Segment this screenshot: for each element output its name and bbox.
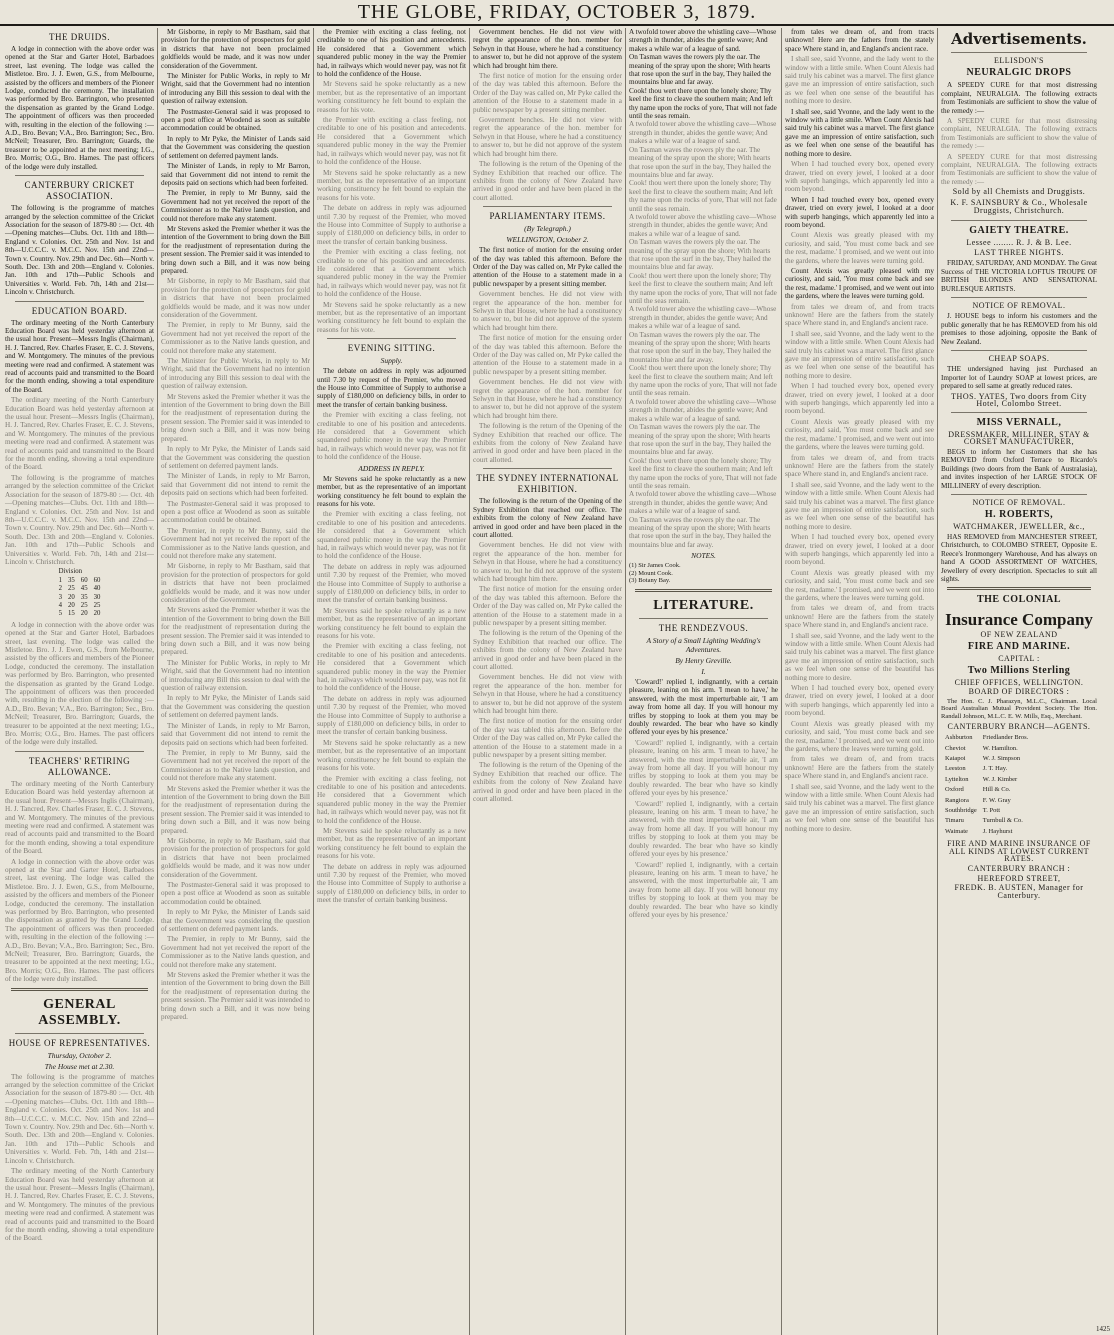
education-article: The ordinary meeting of the North Canterbury Education Board was held yesterday afternoon at the usual hour. Present—Messrs Inglis (Chairman), H. J. Tancred, Rev. Charles Fraser, E. C. J. Stevens, and W. Montgomery. The minutes of the previous meeting were read and confirmed. A statement was read of accounts paid and transmitted to the Board for the month ending, showing a total expenditure of the Board.: [5, 318, 154, 394]
divider: [327, 338, 456, 339]
divider: [15, 175, 144, 176]
vernall-trade: DRESSMAKER, MILLINER, STAY & CORSET MANUFACTURER,: [948, 429, 1090, 447]
divider: [951, 350, 1087, 351]
table-row: [56, 585, 104, 593]
poem-stanza: Cook! thou wert there upon the lonely shore; Thy keel the first to cleave the southern main; And left thy name upon the rocks of yore, That will not fade until the seas remain.: [629, 456, 777, 490]
education-article-continued: A lodge in connection with the above order was opened at the Star and Garter Hotel, Barbadoes street, last evening. The lodge was called the Mistletoe. Bro. J. J. Ewen, G.S., from Melbourne, assisted by the officers and members of the Pioneer Lodge, conducted the ceremony. The installation was performed by Bro. Barrington, who presented the dispensation as granted by the Grand Lodge. The appointment of officers was then proceeded with, resulting in the election of the following :—A.D., Bro. Bevan; V.A., Bro. Barrington; Sec., Bro. McNeil; Treasurer, Bro. Barrington; Guards, the treasurer to be appointed at the next meeting; I.G., Bro. Morris; O.G., Bro. Hames. The past officers of the lodge were duly installed.: [5, 620, 154, 747]
question-item: Mr Stevens asked the Premier whether it was the intention of the Government to bring down the Bill for the readjustment of representation during the present session. The Premier said it was intended to bring down such a Bill, and it was now being prepared.: [161, 606, 310, 657]
table-cell: 60: [80, 576, 88, 584]
agent-town: Cheviot: [945, 744, 966, 752]
question-item: Mr Stevens asked the Premier whether it was the intention of the Government to bring down the Bill for the readjustment of representation during the present session. The Premier said it was intended to bring down such a Bill, and it was now being prepared.: [161, 224, 310, 275]
house-article: The ordinary meeting of the North Canterbury Education Board was held yesterday afternoon at the usual hour. Present—Messrs Inglis (Chairman), H. J. Tancred, Rev. Charles Fraser, E. C. J. Stevens, and W. Montgomery. The minutes of the previous meeting were read and confirmed. A statement was read of accounts paid and transmitted to the Board for the month ending, showing a total expenditure of the Board.: [5, 1167, 154, 1243]
education-heading: EDUCATION BOARD.: [31, 305, 128, 316]
story-author: By Henry Greville.: [675, 655, 732, 665]
exhibition-text: Government benches. He did not view with regret the appearance of the hon. member for Selwyn in that House, where he had a constituency to answer to, but he did not approve of the system which had brought him there.: [473, 541, 622, 583]
debate-text: The debate on address in reply was adjourned until 7.30 by request of the Premier, who moved the House into Committee of Supply to authorise a supply of £180,000 on deficiency bills, in order to meet the transfer of certain banking business.: [317, 204, 466, 246]
poem-stanza: A twofold tower above the whistling cave—Whose strength in thunder, abides the gentle wave; And makes a while war of a league of sand.: [629, 212, 777, 238]
chief-office: CHIEF OFFICES, WELLINGTON.: [954, 677, 1084, 687]
poem-stanza: A twofold tower above the whistling cave—Whose strength in thunder, abides the gentle wave; And makes a while war of a league of sand.: [629, 490, 777, 516]
question-item: The Minister for Public Works, in reply to Mr Wright, said that the Government had no intention of introducing any Bill this session to deal with the question of railway extension.: [161, 72, 310, 106]
drops-name: NEURALGIC DROPS: [966, 67, 1072, 79]
divider: [951, 297, 1087, 298]
agent-row: [943, 755, 1030, 763]
story-part: I.: [701, 666, 706, 676]
drops-agent: K. F. SAINSBURY & Co., Wholesale Druggists, Christchurch.: [950, 197, 1088, 216]
question-item: In reply to Mr Pyke, the Minister of Lands said that the Government was considering the question of settlement on deferred payment lands.: [161, 908, 310, 934]
roberts-name: H. ROBERTS,: [984, 509, 1054, 521]
address-text: The debate on address in reply was adjourned until 7.30 by request of the Premier, who moved the House into Committee of Supply to authorise a supply of £180,000 on deficiency bills, in order to meet the transfer of certain banking business.: [317, 694, 466, 737]
poem-stanza: On Tasman waves the rowers ply the oar. The meaning of the spray upon the shore; With hearts that rose upon the surf in the bay, They hailed the mountains blue and far away.: [629, 330, 772, 364]
table-cell: 20: [93, 610, 101, 618]
agent-name: T. Pott: [982, 807, 1000, 815]
agent-name: W. Hamilton.: [982, 744, 1018, 752]
teachers-article: A lodge in connection with the above order was opened at the Star and Garter Hotel, Barbadoes street, last evening. The lodge was called the Mistletoe. Bro. J. J. Ewen, G.S., from Melbourne, assisted by the officers and members of the Pioneer Lodge, conducted the ceremony. The installation was performed by Bro. Barrington, who presented the dispensation as granted by the Grand Lodge. The appointment of officers was then proceeded with, resulting in the election of the following :—A.D., Bro. Bevan; V.A., Bro. Barrington; Sec., Bro. McNeil; Treasurer, Bro. Barrington; Guards, the treasurer to be appointed at the next meeting; I.G., Bro. Morris; O.G., Bro. Hames. The past officers of the lodge were duly installed.: [5, 857, 154, 984]
debate-text: Mr Stevens said he spoke reluctantly as a new member, but as the representative of an important working constituency he felt bound to explain the reasons for his vote.: [317, 80, 466, 114]
question-item: The Premier, in reply to Mr Bunny, said the Government had not yet received the report of the Commissioner as to the Native lands question, and could not therefore make any statement.: [161, 935, 310, 969]
question-item: Mr Gisborne, in reply to Mr Bastham, said that provision for the protection of prospectors for gold in districts that have not been proclaimed goldfields would be made, and it was now under consideration of the Government.: [161, 562, 310, 604]
question-item: The Minister for Public Works, in reply to Mr Wright, said that the Government had no intention of introducing any Bill this session to deal with the question of railway extension.: [161, 357, 310, 391]
story-title: THE RENDEZVOUS.: [658, 622, 749, 633]
capital-label: CAPITAL :: [998, 654, 1040, 664]
gaiety-title: GAIETY THEATRE.: [969, 224, 1069, 236]
note-item: (1) Sir James Cook.: [629, 562, 681, 570]
poem: [629, 28, 778, 549]
divider: [639, 618, 768, 619]
story-text: I shall see, said Yvonne, and the lady went to the window with a little smile. When Count Alexis had said truly his cabinet was a marvel. The first glance gave me an impression of entire satisfaction, such as we feel when one sense of the beautiful has nothing more to desire.: [785, 480, 934, 531]
question-item: In reply to Mr Pyke, the Minister of Lands said that the Government was considering the question of settlement on deferred payment lands.: [161, 694, 310, 720]
cheap-soaps-signature: THOS. YATES, Two doors from City Hotel, Colombo Street.: [951, 391, 1087, 409]
debate-text: Government benches. He did not view with regret the appearance of the hon. member for Selwyn in that House, where he had a constituency to answer to, but he did not approve of the system which had brought him there.: [473, 28, 622, 70]
exhibition-text: The following is the return of the Opening of the Sydney Exhibition that reached our office. The exhibits from the colony of New Zealand have arrived in good order and have been placed in the court allotted.: [473, 761, 622, 804]
column-advertisements: [938, 28, 1100, 1335]
literature-heading: LITERATURE.: [653, 597, 754, 613]
divider: [483, 468, 612, 469]
gaiety-nights: LAST THREE NIGHTS.: [974, 247, 1064, 257]
poem-stanza: On Tasman waves the rowers ply the oar. The meaning of the spray upon the shore; With hearts that rose upon the surf in the bay, They hailed the mountains blue and far away.: [629, 423, 772, 457]
parliamentary-text: Government benches. He did not view with regret the appearance of the hon. member for Selwyn in that House, where he had a constituency to answer to, but he did not approve of the system which had brought him there.: [473, 378, 622, 420]
story-text: 'Coward!' replied I, indignantly, with a certain pleasure, leaning on his arm. 'I mean to have,' he answered, with the most imperturbable air, 'I am away from home all day. If you will honour my trifles by stopping to look at them you may be doubly rewarded. The bear who have so kindly offered your eyes by his presence.': [629, 799, 778, 859]
removal-heading: NOTICE OF REMOVAL.: [972, 300, 1066, 310]
question-item: The Premier, in reply to Mr Bunny, said the Government had not yet received the report of the Commissioner as to the Native lands question, and could not therefore make any statement.: [161, 748, 310, 783]
debate-text: The first notice of motion for the ensuing order of the day was tabled this afternoon. Before the Order of the Day was called on, Mr Pyke called the attention of the House to a statement made in a public newspaper by a present sitting member.: [473, 72, 622, 114]
agent-town: Oxford: [945, 786, 964, 794]
note-item: (2) Mount Cook.: [629, 569, 673, 577]
notes-list: [629, 562, 778, 585]
agent-town: Timaru: [945, 817, 964, 825]
divisions-label: Division: [58, 568, 83, 576]
teachers-heading: TEACHERS' RETIRING ALLOWANCE.: [28, 755, 131, 777]
agent-town: Kaiapoi: [945, 755, 966, 762]
agent-row: [943, 807, 1030, 815]
footer-number: 1425: [1096, 1325, 1110, 1333]
question-item: The Postmaster-General said it was proposed to open a post office at Woodend as soon as suitable accommodation could be obtained.: [161, 107, 310, 133]
question-item: Mr Stevens asked the Premier whether it was the intention of the Government to bring down the Bill for the readjustment of representation during the present session. The Premier said it was intended to bring down such a Bill, and it was now being prepared.: [161, 392, 310, 443]
debate-text: The following is the return of the Opening of the Sydney Exhibition that reached our office. The exhibits from the colony of New Zealand have arrived in good order and have been placed in the court allotted.: [473, 160, 622, 202]
table-cell: 25: [93, 601, 101, 609]
debate-text: the Premier with exciting a class feeling, not creditable to one of his position and antecedents. He considered that a Government which squandered public money in the way the Premier had, in railways which would never pay, was not fit to hold the confidence of the House.: [317, 116, 466, 167]
agent-town: Lyttelton: [945, 775, 969, 783]
poem-stanza: On Tasman waves the rowers ply the oar. The meaning of the spray upon the shore; With hearts that rose upon the surf in the bay, They hailed the mountains blue and far away.: [629, 145, 772, 179]
story-text: When I had touched every box, opened every drawer, tried on every jewel, I looked at a door with superb hangings, which apparently led into a room beyond.: [785, 533, 934, 567]
drops-maker: ELLISDON'S: [994, 56, 1044, 65]
story-text: Count Alexis was greatly pleased with my curiosity, and said, 'You must come back and see the rest, madame.' I promised, and we went out into the gardens, where the leaves were turning gold.: [785, 231, 934, 265]
agent-row: [943, 745, 1030, 753]
column-5: [626, 28, 782, 1335]
table-cell: 2: [58, 585, 62, 593]
divider: [951, 220, 1087, 221]
story-text: from tales we dream of, and from tracts unknown! Here are the fathers from the stately space Where stand in, and England's ancient race.: [785, 453, 934, 479]
agent-name: Turnbull & Co.: [982, 817, 1023, 825]
teachers-article: The ordinary meeting of the North Canterbury Education Board was held yesterday afternoon at the usual hour. Present—Messrs Inglis (Chairman), H. J. Tancred, Rev. Charles Fraser, E. C. J. Stevens, and W. Montgomery. The minutes of the previous meeting were read and confirmed. A statement was read of accounts paid and transmitted to the Board for the month ending, showing a total expenditure of the Board.: [5, 779, 154, 856]
poem-stanza: On Tasman waves the rowers ply the oar. The meaning of the spray upon the shore; With hearts that rose upon the surf in the bay, They hailed the mountains blue and far away.: [629, 515, 772, 549]
house-heading: HOUSE OF REPRESENTATIVES.: [8, 1037, 151, 1048]
parliamentary-dateline: WELLINGTON, October 2.: [506, 235, 589, 245]
drops-sold: Sold by all Chemists and Druggists.: [952, 187, 1086, 197]
table-cell: 25: [68, 585, 75, 593]
table-row: [56, 602, 104, 610]
evening-subheading: Supply.: [380, 356, 403, 366]
cheap-soaps-text: THE undersigned having just Purchased an Importer lot of Laundry SOAP at lowest prices, are prepared to sell same at greatly reduced rates.: [941, 365, 1097, 391]
table-cell: 45: [80, 585, 88, 593]
address-text: the Premier with exciting a class feeling, not creditable to one of his position and antecedents. He considered that a Government which squandered public money in the way the Premier had, in railways which would never pay, was not fit to hold the confidence of the House.: [317, 642, 466, 693]
story-text: from tales we dream of, and from tracts unknown! Here are the fathers from the stately space Where stand in, and England's ancient race.: [785, 302, 934, 328]
roberts-removal-heading: NOTICE OF REMOVAL.: [972, 498, 1066, 507]
directors-text: The Hon. C. J. Pharazyn, M.L.C., Chairman. Local Board Australian Mutual Provident Society. The Hon. Randall Johnson, M.L.C. E. W. Mills, Esq., Merchant.: [941, 697, 1097, 720]
parliamentary-text: Government benches. He did not view with regret the appearance of the hon. member for Selwyn in that House, where he had a constituency to answer to, but he did not approve of the system which had brought him there.: [473, 290, 622, 332]
note-item: (3) Botany Bay.: [629, 577, 671, 585]
divider: [951, 412, 1087, 413]
question-item: The Minister of Lands, in reply to Mr Barron, said that Government did not intend to remit the deposits paid on sections which had been forfeited.: [161, 721, 310, 747]
roberts-trade: WATCHMAKER, JEWELLER, &c.,: [953, 522, 1085, 532]
table-cell: 20: [68, 601, 75, 609]
education-article-continued: The following is the programme of matches arranged by the selection committee of the Cricket Association for the season of 1879-80 :— Oct. 4th—Opening matches—Clubs. Oct. 11th and 18th—England v. Colonies. Oct. 25th and Nov. 1st and 8th—U.C.C.C. v. M.C.C. Nov. 15th and 22nd—Town v. Country. Nov. 29th and Dec. 6th—North v. South. Dec. 13th and 20th—England v. Colonies. Jan. 10th and 17th—Public Schools and Universities v. World. Feb. 7th, 14th and 21st—Lincoln v. Christchurch.: [5, 473, 154, 566]
exhibition-text: The first notice of motion for the ensuing order of the day was tabled this afternoon. Before the Order of the Day was called on, Mr Pyke called the attention of the House to a statement made in a public newspaper by a present sitting member.: [473, 717, 622, 760]
supply-text: the Premier with exciting a class feeling, not creditable to one of his position and antecedents. He considered that a Government which squandered public money in the way the Premier had, in railways which would never pay, was not fit to hold the confidence of the House.: [317, 411, 466, 462]
parliamentary-byline: (By Telegraph.): [524, 224, 571, 234]
evening-heading: EVENING SITTING.: [347, 343, 436, 354]
story-text: Count Alexis was greatly pleased with my curiosity, and said, 'You must come back and see the rest, madame.' I promised, and we went out into the gardens, where the leaves were turning gold.: [785, 417, 934, 452]
question-item: Mr Stevens asked the Premier whether it was the intention of the Government to bring down the Bill for the readjustment of representation during the present session. The Premier said it was intended to bring down such a Bill, and it was now being prepared.: [161, 784, 310, 835]
column-6: [782, 28, 938, 1335]
agent-name: J. T. Hay.: [982, 765, 1008, 773]
table-cell: 40: [93, 585, 101, 593]
question-item: The Minister for Public Works, in reply to Mr Wright, said that the Government had no intention of introducing any Bill this session to deal with the question of railway extension.: [161, 658, 310, 693]
question-item: Mr Gisborne, in reply to Mr Bastham, said that provision for the protection of prospectors for gold in districts that have not been proclaimed goldfields would be made, and it was now under consideration of the Government.: [161, 277, 310, 319]
question-item: Mr Stevens asked the Premier whether it was the intention of the Government to bring down the Bill for the readjustment of representation during the present session. The Premier said it was intended to bring down such a Bill, and it was now being prepared.: [161, 971, 310, 1022]
question-item: The Premier, in reply to Mr Bunny, said the Government had not yet received the report of the Commissioner as to the Native lands question, and could not therefore make any statement.: [161, 189, 310, 223]
double-divider: [11, 988, 148, 991]
agent-name: W. J. Kimber: [982, 775, 1018, 783]
directors-heading: BOARD OF DIRECTORS :: [968, 687, 1070, 697]
capital-value: Two Millions Sterling: [967, 664, 1071, 676]
table-cell: 35: [68, 576, 75, 584]
fire-text: FIRE AND MARINE INSURANCE OF ALL KINDS AT LOWEST CURRENT RATES.: [947, 839, 1091, 864]
column-2: [158, 28, 314, 1335]
agent-town: Waimate: [945, 827, 968, 835]
address-text: The debate on address in reply was adjourned until 7.30 by request of the Premier, who moved the House into Committee of Supply to authorise a supply of £180,000 on deficiency bills, in order to meet the transfer of certain banking business.: [317, 562, 466, 605]
assembly-heading: GENERAL ASSEMBLY.: [38, 996, 121, 1028]
poem-stanza: Cook! thou wert there upon the lonely shore; Thy keel the first to cleave the southern main; And left thy name upon the rocks of yore, That will not fade until the seas remain.: [629, 179, 777, 213]
table-row: [56, 568, 104, 576]
table-cell: 25: [80, 601, 88, 609]
story-subtitle: A Story of a Small Lighting Wedding's Adventures.: [646, 635, 761, 654]
double-divider: [635, 589, 772, 592]
poem-stanza: A twofold tower above the whistling cave—Whose strength in thunder, abides the gentle wave; And makes a while war of a league of sand.: [629, 305, 777, 331]
poem-stanza: Cook! thou wert there upon the lonely shore; Thy keel the first to cleave the southern main; And left thy name upon the rocks of yore, That will not fade until the seas remain.: [629, 86, 777, 121]
agent-name: Hill & Co.: [982, 786, 1011, 794]
column-4: [470, 28, 626, 1335]
question-item: The Minister of Lands, in reply to Mr Barron, said that Government did not intend to remit the deposits paid on sections which had been forfeited.: [161, 162, 310, 187]
divider: [951, 52, 1087, 53]
poem-stanza: A twofold tower above the whistling cave—Whose strength in thunder, abides the gentle wave; And makes a while war of a league of sand.: [629, 397, 777, 423]
question-item: The Postmaster-General said it was proposed to open a post office at Woodend as soon as suitable accommodation could be obtained.: [161, 881, 310, 906]
table-cell: 3: [58, 593, 62, 601]
drops-text: A SPEEDY CURE for that most distressing complaint, NEURALGIA. The following extracts from Testimonials are sufficient to show the value of the remedy :—: [941, 152, 1097, 186]
question-item: The Postmaster-General said it was proposed to open a post office at Woodend as soon as suitable accommodation could be obtained.: [161, 499, 310, 525]
story-text: Count Alexis was greatly pleased with my curiosity, and said, 'You must come back and see the rest, madame.' I promised, and we went out into the gardens, where the leaves were turning gold.: [785, 568, 934, 602]
agent-row: [943, 734, 1030, 742]
masthead: THE GLOBE, FRIDAY, OCTOBER 3, 1879.: [0, 0, 1114, 26]
exhibition-text: The following is the return of the Opening of the Sydney Exhibition that reached our office. The exhibits from the colony of New Zealand have arrived in good order and have been placed in the court allotted.: [473, 497, 622, 539]
poem-stanza: A twofold tower above the whistling cave—Whose strength in thunder, abides the gentle wave; And makes a while war of a league of sand.: [629, 120, 777, 146]
divisions-table: [56, 568, 104, 618]
parliamentary-text: The following is the return of the Opening of the Sydney Exhibition that reached our office. The exhibits from the colony of New Zealand have arrived in good order and have been placed in the court allotted.: [473, 422, 622, 464]
double-divider: [947, 587, 1091, 590]
table-cell: 4: [58, 601, 62, 609]
address-text: The debate on address in reply was adjourned until 7.30 by request of the Premier, who moved the House into Committee of Supply to authorise a supply of £180,000 on deficiency bills, in order to meet the transfer of certain banking business.: [317, 862, 466, 905]
colonial-name: Insurance Company: [945, 610, 1093, 630]
table-row: [56, 610, 104, 618]
table-cell: 30: [93, 593, 101, 601]
parliamentary-heading: PARLIAMENTARY ITEMS.: [489, 211, 606, 222]
story-text: from tales we dream of, and from tracts unknown! Here are the fathers from the stately space Where stand in, and England's ancient race.: [785, 604, 934, 630]
house-met: The House met at 2.30.: [44, 1061, 115, 1071]
question-item: Mr Gisborne, in reply to Mr Bastham, said that provision for the protection of prospectors for gold in districts that have not been proclaimed goldfields would be made, and it was now under consideration of the Government.: [161, 836, 310, 879]
poem-stanza: Cook! thou wert there upon the lonely shore; Thy keel the first to cleave the southern main; And left thy name upon the rocks of yore, That will not fade until the seas remain.: [629, 364, 777, 398]
druids-heading: THE DRUIDS.: [49, 32, 110, 42]
story-text: I shall see, said Yvonne, and the lady went to the window with a little smile. When Count Alexis had said truly his cabinet was a marvel. The first glance gave me an impression of entire satisfaction, such as we feel when one sense of the beautiful has nothing more to desire.: [785, 107, 934, 158]
agent-row: [943, 765, 1030, 773]
poem-stanza: On Tasman waves the rowers ply the oar. The meaning of the spray upon the shore; With hearts that rose upon the surf in the bay, They hailed the mountains blue and far away.: [629, 238, 772, 272]
exhibition-text: Government benches. He did not view with regret the appearance of the hon. member for Selwyn in that House, where he had a constituency to answer to, but he did not approve of the system which had brought him there.: [473, 673, 622, 716]
debate-text: Mr Stevens said he spoke reluctantly as a new member, but as the representative of an important working constituency he felt bound to explain the reasons for his vote.: [317, 168, 466, 202]
notes-heading: NOTES.: [691, 551, 716, 561]
exhibition-text: The following is the return of the Opening of the Sydney Exhibition that reached our office. The exhibits from the colony of New Zealand have arrived in good order and have been placed in the court allotted.: [473, 629, 622, 671]
advertisements-heading: Advertisements.: [951, 30, 1087, 48]
branch-heading: CANTERBURY BRANCH :: [967, 864, 1071, 874]
agent-row: [943, 797, 1030, 805]
agents-table: [941, 732, 1032, 838]
divider: [15, 751, 144, 752]
question-item: In reply to Mr Pyke, the Minister of Lands said that the Government was considering the question of settlement on deferred payment lands.: [161, 134, 310, 160]
colonial-type: FIRE AND MARINE.: [967, 641, 1071, 653]
gaiety-text: FRIDAY, SATURDAY, AND MONDAY. The Great Success of THE VICTORIA LOFTUS TROUPE OF BRITISH BLONDES AND SENSATIONAL BURLESQUE ARTISTS.: [941, 259, 1097, 293]
address-text: the Premier with exciting a class feeling, not creditable to one of his position and antecedents. He considered that a Government which squandered public money in the way the Premier had, in railways which would never pay, was not fit to hold the confidence of the House.: [317, 510, 466, 561]
address-text: Mr Stevens said he spoke reluctantly as a new member, but as the representative of an important working constituency he felt bound to explain the reasons for his vote.: [317, 474, 466, 508]
exhibition-heading: THE SYDNEY INTERNATIONAL EXHIBITION.: [476, 473, 619, 495]
divider: [951, 494, 1087, 495]
supply-text: The debate on address in reply was adjourned until 7.30 by request of the Premier, who moved the House into Committee of Supply to authorise a supply of £180,000 on deficiency bills, in order to meet the transfer of certain banking business.: [317, 367, 466, 409]
story-text: from tales we dream of, and from tracts unknown! Here are the fathers from the stately space Where stand in, and England's ancient race.: [785, 28, 934, 53]
story-text: 'Coward!' replied I, indignantly, with a certain pleasure, leaning on his arm. 'I mean to have,' he answered, with the most imperturbable air, 'I am away from home all day. If you will honour my trifles by stopping to look at them you may be doubly rewarded. The bear who have so kindly offered your eyes by his presence.': [629, 677, 778, 737]
gaiety-lessee: Lessee ........ R. J. & B. Lee.: [966, 237, 1072, 247]
table-row: [56, 594, 104, 602]
druids-article: A lodge in connection with the above order was opened at the Star and Garter Hotel, Barbadoes street, last evening. The lodge was called the Mistletoe. Bro. J. J. Ewen, G.S., from Melbourne, assisted by the officers and members of the Pioneer Lodge, conducted the ceremony. The installation was performed by Bro. Barrington, who presented the dispensation as granted by the Grand Lodge. The appointment of officers was then proceeded with, resulting in the election of the following :—A.D., Bro. Bevan; V.A., Bro. Barrington; Sec., Bro. McNeil; Treasurer, Bro. Barrington; Guards, the treasurer to be appointed at the next meeting; I.G., Bro. Morris; O.G., Bro. Hames. The past officers of the lodge were duly installed.: [5, 45, 154, 171]
story-text: I shall see, said Yvonne, and the lady went to the window with a little smile. When Count Alexis had said truly his cabinet was a marvel. The first glance gave me an impression of entire satisfaction, such as we feel when one sense of the beautiful has nothing more to desire.: [785, 782, 934, 833]
drops-text: A SPEEDY CURE for that most distressing complaint, NEURALGIA. The following extracts from Testimonials are sufficient to show the value of the remedy :—: [941, 81, 1097, 115]
debate-text: the Premier with exciting a class feeling, not creditable to one of his position and antecedents. He considered that a Government which squandered public money in the way the Premier had, in railways which would never pay, was not fit to hold the confidence of the House.: [317, 248, 466, 299]
story-text: 'Coward!' replied I, indignantly, with a certain pleasure, leaning on his arm. 'I mean to have,' he answered, with the most imperturbable air, 'I am away from home all day. If you will honour my trifles by stopping to look at them you may be doubly rewarded. The bear who have so kindly offered your eyes by his presence.': [629, 860, 778, 919]
table-cell: 5: [58, 610, 62, 618]
question-item: The Premier, in reply to Mr Bunny, said the Government had not yet received the report of the Commissioner as to the Native lands question, and could not therefore make any statement.: [161, 321, 310, 355]
poem-stanza: A twofold tower above the whistling cave—Whose strength in thunder, abides the gentle wave; And makes a while war of a league of sand.: [629, 28, 777, 53]
cricket-heading: CANTERBURY CRICKET ASSOCIATION.: [24, 180, 135, 202]
divider: [15, 1033, 144, 1034]
vernall-name: MISS VERNALL,: [976, 416, 1062, 428]
branch-signature: FREDK. B. AUSTEN, Manager for Canterbury.: [954, 883, 1084, 900]
table-cell: 35: [80, 593, 88, 601]
columns: [2, 28, 1112, 1335]
cheap-soaps-heading: CHEAP SOAPS.: [988, 353, 1050, 363]
story-text: from tales we dream of, and from tracts unknown! Here are the fathers from the stately space Where stand in, and England's ancient race.: [785, 755, 934, 781]
agent-town: Southbridge: [945, 807, 977, 815]
agents-heading: CANTERBURY BRANCH—AGENTS.: [947, 721, 1091, 731]
exhibition-text: The first notice of motion for the ensuing order of the day was tabled this afternoon. Before the Order of the Day was called on, Mr Pyke called the attention of the House to a statement made in a public newspaper by a present sitting member.: [473, 585, 622, 627]
address-heading: ADDRESS IN REPLY.: [358, 463, 425, 473]
table-cell: 20: [80, 610, 88, 618]
story-text: When I had touched every box, opened every drawer, tried on every jewel, I looked at a door with superb hangings, which apparently led into a room beyond.: [785, 160, 934, 194]
roberts-text: HAS REMOVED from MANCHESTER STREET, Christchurch, to COLOMBO STREET, Opposite E. Reece's Ironmongery Warehouse, And has always on hand A GOOD ASSORTMENT OF WATCHES, Jewellery of every description. Spectacles to suit all sights.: [941, 533, 1097, 584]
table-cell: 60: [93, 576, 101, 584]
agent-name: W. J. Simpson: [982, 755, 1021, 762]
story-text: I shall see, said Yvonne, and the lady went to the window with a little smile. When Count Alexis had said truly his cabinet was a marvel. The first glance gave me an impression of entire satisfaction, such as we feel when one sense of the beautiful has nothing more to desire.: [785, 329, 934, 380]
education-article-continued: The ordinary meeting of the North Canterbury Education Board was held yesterday afternoon at the usual hour. Present—Messrs Inglis (Chairman), H. J. Tancred, Rev. Charles Fraser, E. C. J. Stevens, and W. Montgomery. The minutes of the previous meeting were read and confirmed. A statement was read of accounts paid and transmitted to the Board for the month ending, showing a total expenditure of the Board.: [5, 396, 154, 472]
story-text: 'Coward!' replied I, indignantly, with a certain pleasure, leaning on his arm. 'I mean to have,' he answered, with the most imperturbable air, 'I am away from home all day. If you will honour my trifles by stopping to look at them you may be doubly rewarded. The bear who have so kindly offered your eyes by his presence.': [629, 738, 778, 798]
agent-row: [943, 817, 1030, 825]
agent-row: [943, 786, 1030, 794]
cricket-article: The following is the programme of matches arranged by the selection committee of the Cricket Association for the season of 1879-80 :— Oct. 4th—Opening matches—Clubs. Oct. 11th and 18th—England v. Colonies. Oct. 25th and Nov. 1st and 8th—U.C.C.C. v. M.C.C. Nov. 15th and 22nd—Town v. Country. Nov. 29th and Dec. 6th—North v. South. Dec. 13th and 20th—England v. Colonies. Jan. 10th and 17th—Public Schools and Universities v. World. Feb. 7th, 14th and 21st—Lincoln v. Christchurch.: [5, 204, 154, 297]
debate-text: Mr Stevens said he spoke reluctantly as a new member, but as the representative of an important working constituency he felt bound to explain the reasons for his vote.: [317, 300, 466, 334]
agent-row: [943, 776, 1030, 784]
branch-address: HEREFORD STREET,: [977, 873, 1061, 883]
story-text: When I had touched every box, opened every drawer, tried on every jewel, I looked at a door with superb hangings, which apparently led into a room beyond.: [785, 684, 934, 718]
question-item: The Premier, in reply to Mr Bunny, said the Government had not yet received the report of the Commissioner as to the Native lands question, and could not therefore make any statement.: [161, 526, 310, 560]
agent-town: Rangiora: [945, 796, 969, 804]
poem-stanza: On Tasman waves the rowers ply the oar. The meaning of the spray upon the shore; With hearts that rose upon the surf in the bay, They hailed the mountains blue and far away.: [629, 53, 772, 87]
question-item: In reply to Mr Pyke, the Minister of Lands said that the Government was considering the question of settlement on deferred payment lands.: [161, 445, 310, 470]
drops-text: A SPEEDY CURE for that most distressing complaint, NEURALGIA. The following extracts from Testimonials are sufficient to show the value of the remedy :—: [941, 117, 1097, 151]
table-cell: 20: [68, 593, 75, 601]
column-1: [2, 28, 158, 1335]
story-text: Count Alexis was greatly pleased with my curiosity, and said, 'You must come back and see the rest, madame.' I promised, and we went out into the gardens, where the leaves were turning gold.: [785, 719, 934, 753]
agent-name: J. Hayhurst: [982, 827, 1013, 835]
story-text: When I had touched every box, opened every drawer, tried on every jewel, I looked at a door with superb hangings, which apparently led into a room beyond.: [785, 382, 934, 416]
story-text: I shall see, said Yvonne, and the lady went to the window with a little smile. When Count Alexis had said truly his cabinet was a marvel. The first glance gave me an impression of entire satisfaction, such as we feel when one sense of the beautiful has nothing more to desire.: [785, 55, 934, 106]
agent-name: Friedlander Bros.: [982, 734, 1029, 742]
parliamentary-text: The first notice of motion for the ensuing order of the day was tabled this afternoon. Before the Order of the Day was called on, Mr Pyke called the attention of the House to a statement made in a public newspaper by a present sitting member.: [473, 334, 622, 376]
debate-text: Government benches. He did not view with regret the appearance of the hon. member for Selwyn in that House, where he had a constituency to answer to, but he did not approve of the system which had brought him there.: [473, 116, 622, 158]
colonial-of: OF NEW ZEALAND: [980, 630, 1058, 640]
address-text: the Premier with exciting a class feeling, not creditable to one of his position and antecedents. He considered that a Government which squandered public money in the way the Premier had, in railways which would never pay, was not fit to hold the confidence of the House.: [317, 774, 466, 825]
story-text: I shall see, said Yvonne, and the lady went to the window with a little smile. When Count Alexis had said truly his cabinet was a marvel. The first glance gave me an impression of entire satisfaction, such as we feel when one sense of the beautiful has nothing more to desire.: [785, 631, 934, 682]
agent-town: Leeston: [945, 765, 966, 773]
address-text: Mr Stevens said he spoke reluctantly as a new member, but as the representative of an important working constituency he felt bound to explain the reasons for his vote.: [317, 606, 466, 640]
table-cell: 15: [68, 610, 75, 618]
parliamentary-text: The first notice of motion for the ensuing order of the day was tabled this afternoon. Before the Order of the Day was called on, Mr Pyke called the attention of the House to a statement made in a public newspaper by a present sitting member.: [473, 246, 622, 288]
agent-name: F. W. Gray: [982, 796, 1011, 804]
agent-town: Ashburton: [945, 734, 973, 742]
address-text: Mr Stevens said he spoke reluctantly as a new member, but as the representative of an important working constituency he felt bound to explain the reasons for his vote.: [317, 826, 466, 861]
vernall-text: BEGS to inform her Customers that she has REMOVED from Oxford Terrace to Ricardo's Buildings (two doors from the Bank of Australasia), and invites inspection of her LARGE STOCK OF MILLINERY of every description.: [941, 447, 1097, 490]
column-3: [314, 28, 470, 1335]
divider: [483, 206, 612, 207]
address-text: Mr Stevens said he spoke reluctantly as a new member, but as the representative of an important working constituency he felt bound to explain the reasons for his vote.: [317, 738, 466, 773]
house-article: The following is the programme of matches arranged by the selection committee of the Cricket Association for the season of 1879-80 :— Oct. 4th—Opening matches—Clubs. Oct. 11th and 18th—England v. Colonies. Oct. 25th and Nov. 1st and 8th—U.C.C.C. v. M.C.C. Nov. 15th and 22nd—Town v. Country. Nov. 29th and Dec. 6th—North v. South. Dec. 13th and 20th—England v. Colonies. Jan. 10th and 17th—Public Schools and Universities v. World. Feb. 7th, 14th and 21st—Lincoln v. Christchurch.: [5, 1072, 154, 1165]
colonial-title: THE COLONIAL: [976, 594, 1062, 606]
question-item: Mr Gisborne, in reply to Mr Bastham, said that provision for the protection of prospectors for gold in districts that have not been proclaimed goldfields would be made, and it was now under consideration of the Government.: [161, 28, 310, 70]
story-text: Count Alexis was greatly pleased with my curiosity, and said, 'You must come back and see the rest, madame.' I promised, and we went out into the gardens, where the leaves were turning gold.: [785, 266, 934, 301]
story-text: When I had touched every box, opened every drawer, tried on every jewel, I looked at a door with superb hangings, which apparently led into a room beyond.: [785, 195, 934, 229]
table-cell: 1: [58, 576, 62, 584]
debate-text: the Premier with exciting a class feeling, not creditable to one of his position and antecedents. He considered that a Government which squandered public money in the way the Premier had, in railways which would never pay, was not fit to hold the confidence of the House.: [317, 28, 466, 79]
question-item: The Minister of Lands, in reply to Mr Barron, said that Government did not intend to remit the deposits paid on sections which had been forfeited.: [161, 472, 310, 498]
poem-stanza: Cook! thou wert there upon the lonely shore; Thy keel the first to cleave the southern main; And left thy name upon the rocks of yore, That will not fade until the seas remain.: [629, 271, 777, 305]
divider: [15, 301, 144, 302]
removal-text: J. HOUSE begs to inform his customers and the public generally that he has REMOVED from his old premises to those adjoining, opposite the Bank of New Zealand.: [941, 312, 1097, 346]
table-row: [56, 577, 104, 585]
agent-row: [943, 828, 1030, 836]
house-date: Thursday, October 2.: [47, 1050, 112, 1060]
